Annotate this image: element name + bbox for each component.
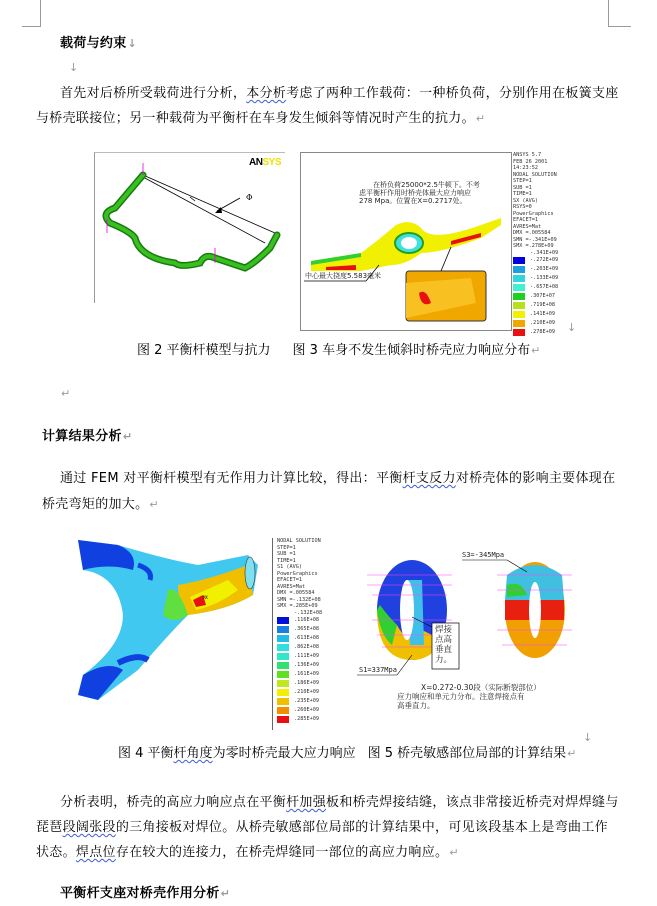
legend-color-swatch [277, 662, 289, 669]
legend-value: -.657E+08 [530, 284, 559, 291]
legend-row [513, 310, 581, 319]
paragraph-line [36, 845, 459, 861]
axle-housing-contour [301, 153, 511, 330]
figure-4-legend [272, 538, 349, 730]
legend-value: .278E+09 [530, 329, 555, 336]
legend-line: DMX =.005584 [277, 590, 315, 596]
s3-stress-label: S3=-345Mpa [462, 551, 505, 559]
text-run: 通过 FEM 对平衡杆模型有无作用力计算比较，得出：平衡 [60, 471, 403, 486]
text-run: 状态。 [36, 845, 76, 860]
note-line: 力。 [435, 655, 453, 665]
legend-row [513, 292, 581, 301]
figure-5-sensitive-region-results [352, 535, 597, 730]
page-corner-mark-right [608, 0, 631, 27]
legend-value: -.272E+09 [530, 257, 559, 264]
legend-line: PowerGraphics [277, 570, 318, 577]
spellcheck-underlined-text: 段阔张段 [62, 820, 116, 835]
legend-color-swatch [277, 716, 289, 723]
phi-label: Φ [246, 193, 253, 202]
figure-4-caption: 图 4 平衡 [118, 746, 174, 761]
legend-row [513, 274, 581, 283]
legend-swatches [277, 616, 349, 724]
legend-color-swatch [513, 275, 525, 282]
legend-value: -.203E+09 [530, 266, 559, 273]
legend-line: NODAL SOLUTION [513, 171, 557, 178]
line-break-mark: ↓ [567, 321, 577, 334]
legend-line: SX (AVG) [513, 197, 538, 204]
paragraph-mark: ↵ [567, 747, 577, 760]
legend-row [277, 706, 349, 715]
legend-line: EFACET=1 [513, 217, 538, 223]
annotation-line: 在桥负荷25000*2.5牛顿下。不考 [373, 181, 480, 189]
bracket-contour [78, 535, 268, 715]
weld-point-note [435, 625, 452, 665]
legend-color-swatch [277, 689, 289, 696]
legend-color-swatch [277, 644, 289, 651]
legend-row [513, 265, 581, 274]
text-run: 对桥壳体的影响主要体现在 [455, 471, 616, 486]
legend-color-swatch [277, 626, 289, 633]
legend-row [277, 643, 349, 652]
legend-color-swatch [513, 302, 525, 309]
legend-line: RSYS=0 [513, 204, 532, 210]
legend-row [513, 283, 581, 292]
legend-color-swatch [513, 284, 525, 291]
paragraph-mark: ↵ [531, 344, 541, 357]
mx-marker: MX [203, 595, 208, 600]
heading-text: 载荷与约束 [60, 36, 127, 51]
note-line: 应力响应和单元力分布。注意焊接点有 [397, 692, 525, 701]
annotation-line: 虑平衡杆作用时桥壳体最大应力响应 [359, 189, 471, 197]
paragraph-line [36, 111, 485, 127]
legend-line: SMN =-.341E+09 [513, 236, 557, 243]
figure-captions-row-1 [137, 343, 540, 359]
text-run: 的三角接板对焊位。从桥壳敏感部位局部的计算结果中，可见该段基本上是弯曲工作 [115, 820, 608, 835]
legend-color-swatch [513, 320, 525, 327]
legend-row [277, 679, 349, 688]
legend-color-swatch [277, 707, 289, 714]
legend-color-swatch [277, 635, 289, 642]
legend-color-swatch [513, 293, 525, 300]
legend-line: STEP=1 [277, 544, 296, 551]
legend-line: FEB 26 2001 [513, 158, 548, 165]
legend-line: SMX =.278E+09 [513, 243, 554, 249]
logo-an: AN [249, 157, 263, 168]
note-line: 点高 [435, 635, 453, 645]
legend-line: AVRES=Mat [513, 223, 542, 230]
empty-line-mark: ↓ [69, 61, 79, 74]
legend-row [277, 688, 349, 697]
figure-4-caption-rest: 为零时桥壳最大应力响应 [212, 746, 356, 761]
section-heading-results [42, 429, 132, 445]
legend-row [277, 625, 349, 634]
legend-color-swatch [277, 671, 289, 678]
section-heading-support-analysis [60, 886, 230, 902]
legend-value: .235E+09 [294, 698, 319, 705]
figure-2-balance-bar-model [94, 152, 285, 303]
page-corner-mark-left [22, 0, 41, 27]
figure-5-caption: 图 5 桥壳敏感部位局部的计算结果 [367, 746, 567, 761]
legend-color-swatch [513, 266, 525, 273]
legend-row [277, 697, 349, 706]
annotation-line: 278 Mpa。位置在X=0.2717处。 [359, 197, 467, 205]
legend-line: SMN =-.132E+08 [277, 596, 321, 603]
legend-row [277, 634, 349, 643]
legend-line: S1 (AVG) [277, 564, 302, 570]
figure-captions-row-2 [118, 746, 576, 762]
legend-value: .307E+07 [530, 293, 555, 300]
note-line: 高垂直力。 [397, 701, 435, 710]
text-run: 板和桥壳焊接结缝，该点非常接近桥壳对焊焊缝与 [326, 795, 619, 810]
legend-line: SUB =1 [513, 184, 532, 191]
legend-line: NODAL SOLUTION [277, 538, 321, 544]
text-run: 桥壳弯矩的加大。 [42, 497, 149, 512]
legend-row [277, 661, 349, 670]
legend-row [513, 256, 581, 265]
paragraph-mark: ↵ [220, 887, 231, 900]
paragraph-line [42, 497, 159, 513]
legend-value: .136E+09 [294, 662, 319, 669]
legend-value: .141E+09 [530, 311, 555, 318]
legend-value: .161E+09 [294, 671, 319, 678]
text-run: 首先对后桥所受载荷进行分析， [60, 86, 247, 101]
legend-color-swatch [513, 329, 525, 336]
paragraph-mark: ↵ [449, 846, 459, 859]
legend-line: DMX =.005584 [513, 230, 551, 236]
figure-4-max-stress-response [78, 535, 268, 715]
line-break-mark: ↓ [127, 37, 138, 50]
legend-value: .111E+09 [294, 653, 319, 660]
legend-line: 14:23:52 [513, 165, 538, 171]
paragraph-mark: ↵ [475, 112, 486, 125]
line-break-mark: ↓ [583, 731, 593, 744]
s1-stress-label: S1=337Mpa [359, 666, 397, 674]
figure-2-caption: 图 2 平衡杆模型与抗力 [137, 343, 271, 358]
legend-row [513, 301, 581, 310]
legend-color-swatch [277, 653, 289, 660]
heading-text: 平衡杆支座对桥壳作用分析 [60, 886, 220, 901]
paragraph-mark: ↵ [122, 430, 133, 443]
legend-value: .862E+08 [294, 644, 319, 651]
spellcheck-underlined-text: 杆角度 [173, 746, 213, 761]
paragraph-line [60, 86, 619, 102]
legend-row [277, 715, 349, 724]
legend-color-swatch [277, 698, 289, 705]
spellcheck-underlined-text: 焊点位 [75, 845, 116, 860]
legend-value: .365E+08 [294, 626, 319, 633]
legend-line: EFACET=1 [277, 577, 302, 583]
legend-line: -.341E+09 [530, 249, 559, 256]
legend-color-swatch [513, 311, 525, 318]
legend-value: .210E+09 [530, 320, 555, 327]
figure-3-stress-distribution [300, 152, 512, 331]
legend-line: STEP=1 [513, 178, 532, 184]
paragraph-line [60, 795, 619, 811]
legend-color-swatch [513, 257, 525, 264]
figure-3-caption: 图 3 车身不发生倾斜时桥壳应力响应分布 [292, 343, 531, 358]
legend-line: ANSYS 5.7 [513, 152, 542, 158]
text-run: 存在较大的连接力，在桥壳焊缝同一部位的高应力响应。 [115, 845, 449, 860]
legend-row [277, 652, 349, 661]
note-line: X=0.272-0.30段（实际断裂部位） [421, 683, 541, 692]
text-run: 琵琶 [36, 820, 63, 835]
legend-value: .210E+09 [294, 689, 319, 696]
legend-line: SUB =1 [277, 551, 296, 557]
section-heading-loads [60, 36, 137, 52]
legend-value: .719E+08 [530, 302, 555, 309]
legend-line: -.132E+08 [294, 609, 323, 616]
legend-row [277, 670, 349, 679]
legend-color-swatch [277, 617, 289, 624]
legend-line: SMX =.285E+09 [277, 603, 318, 609]
text-run: 分析表明，桥壳的高应力响应点在平衡 [60, 795, 287, 810]
legend-value: .116E+08 [294, 617, 319, 624]
figure-3-legend [513, 152, 581, 337]
legend-value: .285E+09 [294, 716, 319, 723]
spellcheck-underlined-text: 杆支反力 [402, 471, 456, 486]
paragraph-line [36, 820, 608, 836]
note-line: 焊接 [435, 625, 453, 635]
note-line: 垂直 [435, 645, 453, 655]
heading-text: 计算结果分析 [42, 429, 122, 444]
legend-line: PowerGraphics [513, 210, 554, 217]
paragraph-mark: ↵ [61, 387, 71, 400]
logo-sys: SYS [262, 157, 281, 168]
legend-value: .186E+09 [294, 680, 319, 687]
paragraph-line [60, 471, 615, 487]
legend-line: TIME=1 [277, 557, 296, 564]
balance-bar-drawing [95, 153, 285, 303]
legend-row [277, 616, 349, 625]
legend-value: .260E+09 [294, 707, 319, 714]
text-run: 与桥壳联接位；另一种载荷为平衡杆在车身发生倾斜等情况时产生的抗力。 [36, 111, 475, 126]
legend-value: .613E+08 [294, 635, 319, 642]
spellcheck-underlined-text: 本分析 [246, 86, 287, 101]
legend-line: AVRES=Mat [277, 583, 306, 590]
paragraph-mark: ↵ [149, 498, 159, 511]
legend-line: TIME=1 [513, 191, 532, 197]
spellcheck-underlined-text: 杆加强 [286, 795, 327, 810]
deflection-callout: 中心最大挠度5.583毫米 [305, 272, 382, 280]
legend-value: -.133E+09 [530, 275, 559, 282]
text-run: 考虑了两种工作载荷：一种桥负荷，分别作用在板簧支座 [286, 86, 619, 101]
section-note [397, 683, 541, 710]
legend-color-swatch [277, 680, 289, 687]
